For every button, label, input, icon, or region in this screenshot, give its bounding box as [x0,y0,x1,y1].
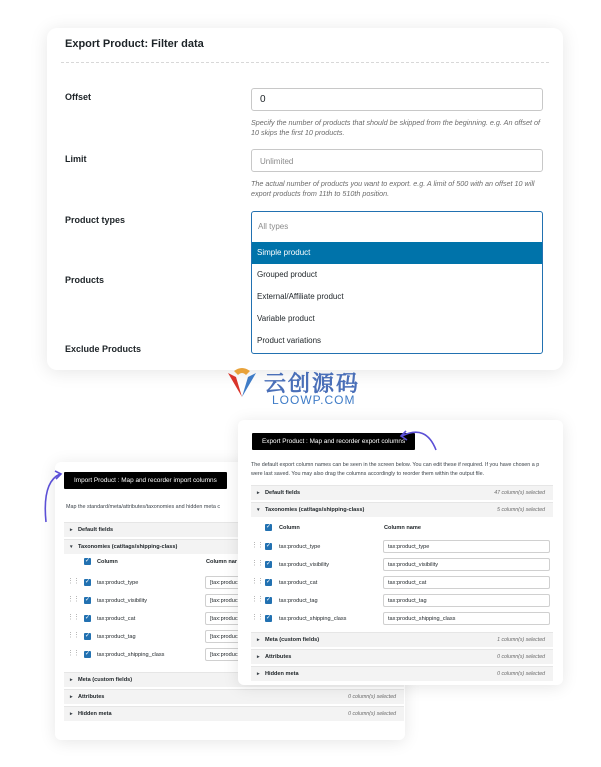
row-checkbox[interactable]: ✓ [84,615,91,621]
row-checkbox[interactable]: ✓ [84,597,91,603]
offset-hint: Specify the number of products that should be skipped from the beginning. e.g. An offset of 10 skips the first 10 products. [251,118,541,137]
caret-right-icon: ▸ [70,694,73,700]
row-key: tax:product_visibility [279,562,330,568]
import-section-attributes[interactable]: ▸ Attributes 0 column(s) selected [64,689,404,704]
row-column-name-input[interactable]: tax:product_shipping_class [383,612,550,625]
row-key: tax:product_type [279,544,321,550]
table-row [238,610,563,628]
column-name-header: Column name [384,525,421,531]
table-row [238,538,563,556]
export-header-button[interactable]: Export Product : Map and recorder export columns [252,433,415,450]
watermark-en: LOOWP.COM [272,393,356,407]
caret-right-icon: ▸ [70,711,73,717]
products-label: Products [65,275,105,285]
row-checkbox[interactable]: ✓ [84,579,91,585]
drag-handle-icon[interactable]: ⋮⋮ [251,578,263,585]
row-column-name-input[interactable]: tax:product_cat [383,576,550,589]
column-header: Column [279,525,300,531]
export-section-hidden-meta[interactable]: ▸ Hidden meta 0 column(s) selected [251,666,553,681]
export-filter-card [47,28,563,370]
caret-down-icon: ▾ [70,544,73,550]
row-checkbox[interactable]: ✓ [265,597,272,603]
row-checkbox[interactable]: ✓ [265,561,272,567]
exclude-products-label: Exclude Products [65,344,142,354]
card-title: Export Product: Filter data [65,38,204,50]
table-row [238,574,563,592]
row-column-name-input[interactable]: tax:product_visibility [383,558,550,571]
row-column-name-input[interactable]: [tax:produc [205,594,245,607]
export-section-taxonomies[interactable]: ▾ Taxonomies (cat/tags/shipping-class) 5 column(s) selected [251,502,553,517]
caret-right-icon: ▸ [70,527,73,533]
curved-arrow-icon [36,470,66,526]
drag-handle-icon[interactable]: ⋮⋮ [67,650,79,657]
drag-handle-icon[interactable]: ⋮⋮ [251,614,263,621]
row-checkbox[interactable]: ✓ [84,651,91,657]
row-column-name-input[interactable]: tax:product_type [383,540,550,553]
import-header-button[interactable]: Import Product : Map and recorder import columns [64,472,227,489]
import-section-taxonomies[interactable]: ▾ Taxonomies (cat/tags/shipping-class) [64,539,404,554]
export-description-line2: were last saved. You may also drag the columns accordingly to reorder them within the output file. [251,471,485,477]
table-row [238,556,563,574]
import-section-default-fields[interactable]: ▸ Default fields [64,522,404,537]
dropdown-option[interactable]: Simple product [252,242,542,264]
watermark-logo-icon [222,367,262,407]
row-column-name-input[interactable]: tax:product_tag [383,594,550,607]
export-section-default-fields[interactable]: ▸ Default fields 47 column(s) selected [251,485,553,500]
table-row [238,592,563,610]
caret-right-icon: ▸ [257,490,260,496]
export-description-line1: The default export column names can be seen in the screen below. You can edit these if required. If you have chosen a p [251,462,540,468]
limit-hint: The actual number of products you want to export. e.g. A limit of 500 with an offset 10 will export products from 11th to 510th position. [251,179,535,198]
row-key: tax:product_type [97,580,139,586]
column-name-header: Column nar [206,559,238,565]
section-count: 0 column(s) selected [497,671,545,677]
column-header: Column [97,559,118,565]
row-column-name-input[interactable]: [tax:produc [205,630,245,643]
drag-handle-icon[interactable]: ⋮⋮ [67,614,79,621]
section-count: 5 column(s) selected [497,507,545,513]
caret-right-icon: ▸ [257,671,260,677]
section-count: 47 column(s) selected [494,490,545,496]
dropdown-option[interactable]: Variable product [257,314,315,323]
row-column-name-input[interactable]: [tax:produc [205,612,245,625]
section-count: 0 column(s) selected [348,694,396,700]
section-count: 1 column(s) selected [497,637,545,643]
row-column-name-input[interactable]: [tax:produc [205,648,245,661]
export-section-attributes[interactable]: ▸ Attributes 0 column(s) selected [251,649,553,664]
row-checkbox[interactable]: ✓ [265,543,272,549]
row-key: tax:product_shipping_class [279,616,347,622]
dropdown-option[interactable]: External/Affiliate product [257,292,344,301]
caret-right-icon: ▸ [257,654,260,660]
curved-arrow-icon [396,424,440,454]
dropdown-option[interactable]: Product variations [257,336,322,345]
export-section-meta[interactable]: ▸ Meta (custom fields) 1 column(s) selected [251,632,553,647]
product-types-dropdown[interactable] [251,211,543,354]
row-key: tax:product_cat [279,580,318,586]
drag-handle-icon[interactable]: ⋮⋮ [67,596,79,603]
row-key: tax:product_tag [97,634,136,640]
offset-label: Offset [65,92,92,102]
row-column-name-input[interactable]: [tax:produc [205,576,245,589]
row-checkbox[interactable]: ✓ [265,615,272,621]
row-checkbox[interactable]: ✓ [84,633,91,639]
caret-right-icon: ▸ [257,637,260,643]
row-key: tax:product_tag [279,598,318,604]
import-section-hidden-meta[interactable]: ▸ Hidden meta 0 column(s) selected [64,706,404,721]
product-types-search[interactable]: All types [258,222,289,231]
limit-label: Limit [65,154,87,164]
caret-right-icon: ▸ [70,677,73,683]
dropdown-option[interactable]: Grouped product [257,270,318,279]
row-key: tax:product_shipping_class [97,652,165,658]
drag-handle-icon[interactable]: ⋮⋮ [251,542,263,549]
export-panel [238,420,563,685]
import-section-meta[interactable]: ▸ Meta (custom fields) [64,672,404,687]
select-all-checkbox[interactable]: ✓ [84,558,91,564]
offset-input[interactable]: 0 [251,88,543,111]
drag-handle-icon[interactable]: ⋮⋮ [251,560,263,567]
drag-handle-icon[interactable]: ⋮⋮ [67,632,79,639]
drag-handle-icon[interactable]: ⋮⋮ [251,596,263,603]
watermark-cn: 云创源码 [264,372,361,397]
row-key: tax:product_cat [97,616,136,622]
import-description: Map the standard/meta/attributes/taxonomies and hidden meta c [66,504,221,510]
row-checkbox[interactable]: ✓ [265,579,272,585]
row-key: tax:product_visibility [97,598,148,604]
product-types-label: Product types [65,215,126,225]
select-all-checkbox[interactable]: ✓ [265,524,272,530]
divider [61,62,549,63]
section-count: 0 column(s) selected [348,711,396,717]
caret-down-icon: ▾ [257,507,260,513]
drag-handle-icon[interactable]: ⋮⋮ [67,578,79,585]
section-count: 0 column(s) selected [497,654,545,660]
limit-input[interactable]: Unlimited [251,149,543,172]
